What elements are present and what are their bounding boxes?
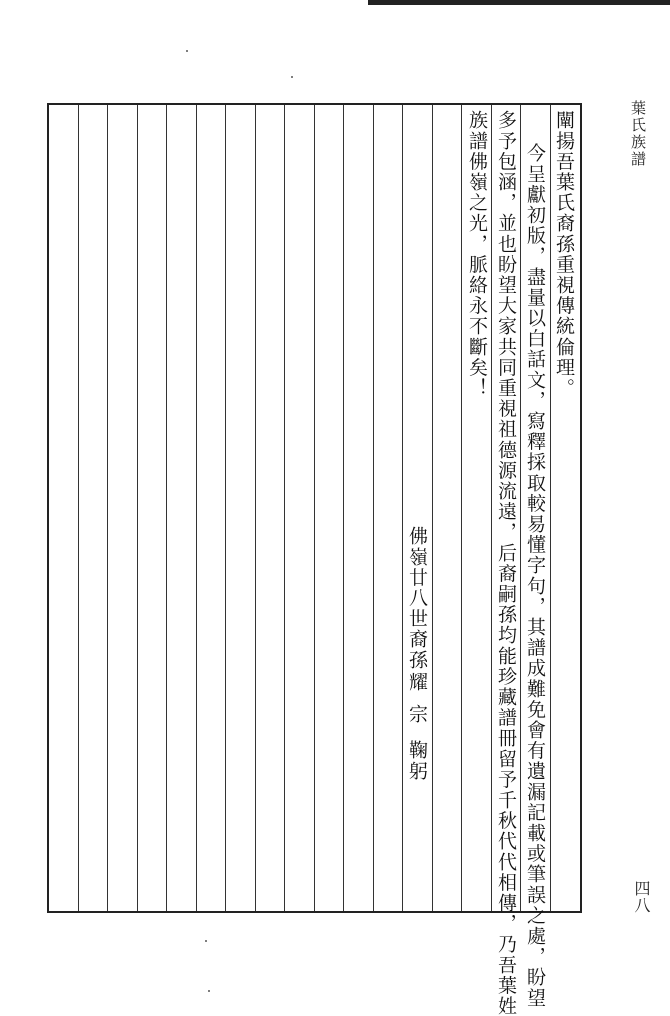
- grid-line: [314, 105, 315, 911]
- scan-speck: [291, 76, 293, 78]
- text-column-4: 族譜佛嶺之光，脈絡永不斷矣！: [466, 110, 488, 399]
- grid-line: [343, 105, 344, 911]
- text-column-2: 今呈獻初版，盡量以白話文，寫釋採取較易懂字句，其譜成難免會有遺漏記載或筆誤之處，盼望: [524, 143, 546, 1009]
- scan-speck: [205, 940, 207, 942]
- grid-line: [491, 105, 492, 911]
- grid-line: [225, 105, 226, 911]
- grid-line: [166, 105, 167, 911]
- book-title: 葉氏族譜: [629, 100, 647, 168]
- grid-line: [78, 105, 79, 911]
- grid-line: [520, 105, 521, 911]
- text-column-1: 闡揚吾葉氏裔孫重視傳統倫理。: [553, 110, 575, 399]
- signature-bow: 鞠躬: [406, 740, 428, 782]
- scan-speck: [186, 50, 188, 52]
- scan-speck: [208, 990, 210, 992]
- grid-line: [402, 105, 403, 911]
- grid-line: [432, 105, 433, 911]
- grid-line: [550, 105, 551, 911]
- grid-line: [373, 105, 374, 911]
- grid-line: [284, 105, 285, 911]
- grid-line: [137, 105, 138, 911]
- signature-name-2: 宗: [406, 704, 428, 725]
- top-edge-rule: [368, 0, 670, 5]
- grid-line: [461, 105, 462, 911]
- page-number: 四八: [632, 880, 651, 914]
- signature-generation: 佛嶺廿八世裔孫: [406, 526, 428, 671]
- grid-line: [196, 105, 197, 911]
- grid-line: [107, 105, 108, 911]
- text-column-3: 多予包涵，並也盼望大家共同重視祖德源流遠，后裔嗣孫均能珍藏譜冊留予千秋代代相傳，乃吾葉姓: [495, 110, 517, 1016]
- grid-line: [255, 105, 256, 911]
- signature-name-1: 耀: [406, 672, 428, 693]
